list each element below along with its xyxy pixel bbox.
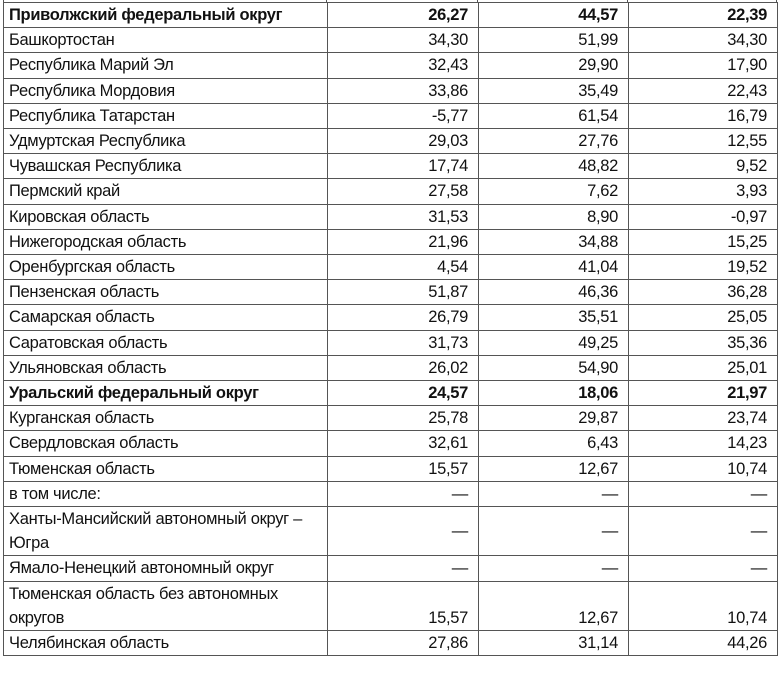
- value-cell-2: 8,90: [479, 204, 629, 229]
- table-row: [4, 381, 778, 406]
- value-cell-1: 15,57: [328, 581, 479, 630]
- value-cell-3: —: [629, 556, 778, 581]
- table-row: [4, 78, 778, 103]
- value-cell-3: 3,93: [629, 179, 778, 204]
- table-row: [4, 53, 778, 78]
- value-cell-2: 48,82: [479, 154, 629, 179]
- region-name-cell: Оренбургская область: [4, 255, 328, 280]
- value-cell-3: 22,39: [629, 3, 778, 28]
- region-name-cell: Республика Марий Эл: [4, 53, 328, 78]
- value-cell-1: 4,54: [328, 255, 479, 280]
- value-cell-3: 22,43: [629, 78, 778, 103]
- value-cell-2: 12,67: [479, 456, 629, 481]
- value-cell-1: 24,57: [328, 381, 479, 406]
- value-cell-1: —: [328, 556, 479, 581]
- value-cell-3: 35,36: [629, 330, 778, 355]
- region-name-cell: Свердловская область: [4, 431, 328, 456]
- region-name-cell: Ханты-Мансийский автономный округ – Югра: [4, 507, 328, 556]
- table-row: [4, 406, 778, 431]
- value-cell-2: 46,36: [479, 280, 629, 305]
- value-cell-3: 23,74: [629, 406, 778, 431]
- value-cell-1: 15,57: [328, 456, 479, 481]
- value-cell-2: 35,49: [479, 78, 629, 103]
- region-name-cell: Приволжский федеральный округ: [4, 3, 328, 28]
- value-cell-1: 33,86: [328, 78, 479, 103]
- value-cell-2: 35,51: [479, 305, 629, 330]
- table-row: [4, 255, 778, 280]
- value-cell-1: 31,53: [328, 204, 479, 229]
- value-cell-3: 10,74: [629, 456, 778, 481]
- value-cell-3: 34,30: [629, 28, 778, 53]
- region-name-cell: Удмуртская Республика: [4, 129, 328, 154]
- region-name-cell: Тюменская область без автономных округов: [4, 581, 328, 630]
- value-cell-1: 51,87: [328, 280, 479, 305]
- value-cell-3: 14,23: [629, 431, 778, 456]
- value-cell-2: —: [479, 481, 629, 506]
- table-row: [4, 581, 778, 630]
- table-row: [4, 3, 778, 28]
- value-cell-2: 18,06: [479, 381, 629, 406]
- table-row: [4, 556, 778, 581]
- region-name-cell: Пермский край: [4, 179, 328, 204]
- value-cell-2: 41,04: [479, 255, 629, 280]
- value-cell-1: 17,74: [328, 154, 479, 179]
- table-row: [4, 28, 778, 53]
- value-cell-1: —: [328, 507, 479, 556]
- value-cell-1: 32,61: [328, 431, 479, 456]
- value-cell-1: 27,86: [328, 631, 479, 656]
- table-row: [4, 456, 778, 481]
- region-name-cell: Челябинская область: [4, 631, 328, 656]
- value-cell-2: —: [479, 556, 629, 581]
- value-cell-1: 32,43: [328, 53, 479, 78]
- value-cell-3: 16,79: [629, 103, 778, 128]
- region-name-cell: Тюменская область: [4, 456, 328, 481]
- value-cell-2: 44,57: [479, 3, 629, 28]
- value-cell-2: 54,90: [479, 355, 629, 380]
- region-name-cell: Ульяновская область: [4, 355, 328, 380]
- value-cell-3: 44,26: [629, 631, 778, 656]
- value-cell-3: —: [629, 481, 778, 506]
- value-cell-1: 34,30: [328, 28, 479, 53]
- value-cell-3: —: [629, 507, 778, 556]
- value-cell-2: 6,43: [479, 431, 629, 456]
- table-row: [4, 481, 778, 506]
- region-name-cell: Башкортостан: [4, 28, 328, 53]
- value-cell-3: 25,05: [629, 305, 778, 330]
- region-name-cell: Кировская область: [4, 204, 328, 229]
- value-cell-2: 7,62: [479, 179, 629, 204]
- region-name-cell: Уральский федеральный округ: [4, 381, 328, 406]
- value-cell-3: 25,01: [629, 355, 778, 380]
- value-cell-3: 19,52: [629, 255, 778, 280]
- region-name-cell: Нижегородская область: [4, 229, 328, 254]
- value-cell-1: 31,73: [328, 330, 479, 355]
- value-cell-2: 29,90: [479, 53, 629, 78]
- value-cell-1: —: [328, 481, 479, 506]
- region-name-cell: Республика Татарстан: [4, 103, 328, 128]
- table-row: [4, 204, 778, 229]
- table-row: [4, 631, 778, 656]
- region-name-cell: Пензенская область: [4, 280, 328, 305]
- value-cell-1: 29,03: [328, 129, 479, 154]
- region-name-cell: Самарская область: [4, 305, 328, 330]
- table-row: [4, 305, 778, 330]
- value-cell-2: 29,87: [479, 406, 629, 431]
- table-row: [4, 507, 778, 556]
- region-name-cell: Ямало-Ненецкий автономный округ: [4, 556, 328, 581]
- region-name-cell: Республика Мордовия: [4, 78, 328, 103]
- value-cell-1: -5,77: [328, 103, 479, 128]
- table-row: [4, 280, 778, 305]
- value-cell-2: 34,88: [479, 229, 629, 254]
- region-name-cell: Курганская область: [4, 406, 328, 431]
- table-row: [4, 103, 778, 128]
- value-cell-3: 10,74: [629, 581, 778, 630]
- value-cell-1: 26,79: [328, 305, 479, 330]
- value-cell-1: 26,27: [328, 3, 479, 28]
- value-cell-2: 12,67: [479, 581, 629, 630]
- value-cell-1: 26,02: [328, 355, 479, 380]
- regional-data-table: [3, 2, 778, 656]
- value-cell-3: 9,52: [629, 154, 778, 179]
- table-row: [4, 129, 778, 154]
- table-row: [4, 154, 778, 179]
- value-cell-3: -0,97: [629, 204, 778, 229]
- value-cell-3: 21,97: [629, 381, 778, 406]
- value-cell-3: 17,90: [629, 53, 778, 78]
- table-row: [4, 355, 778, 380]
- value-cell-2: 31,14: [479, 631, 629, 656]
- value-cell-2: —: [479, 507, 629, 556]
- value-cell-2: 27,76: [479, 129, 629, 154]
- value-cell-3: 15,25: [629, 229, 778, 254]
- table-row: [4, 229, 778, 254]
- value-cell-2: 61,54: [479, 103, 629, 128]
- region-name-cell: Чувашская Республика: [4, 154, 328, 179]
- table-row: [4, 431, 778, 456]
- value-cell-1: 21,96: [328, 229, 479, 254]
- value-cell-2: 49,25: [479, 330, 629, 355]
- value-cell-3: 12,55: [629, 129, 778, 154]
- region-name-cell: Саратовская область: [4, 330, 328, 355]
- value-cell-1: 25,78: [328, 406, 479, 431]
- value-cell-1: 27,58: [328, 179, 479, 204]
- value-cell-3: 36,28: [629, 280, 778, 305]
- table-row: [4, 179, 778, 204]
- region-name-cell: в том числе:: [4, 481, 328, 506]
- table-row: [4, 330, 778, 355]
- value-cell-2: 51,99: [479, 28, 629, 53]
